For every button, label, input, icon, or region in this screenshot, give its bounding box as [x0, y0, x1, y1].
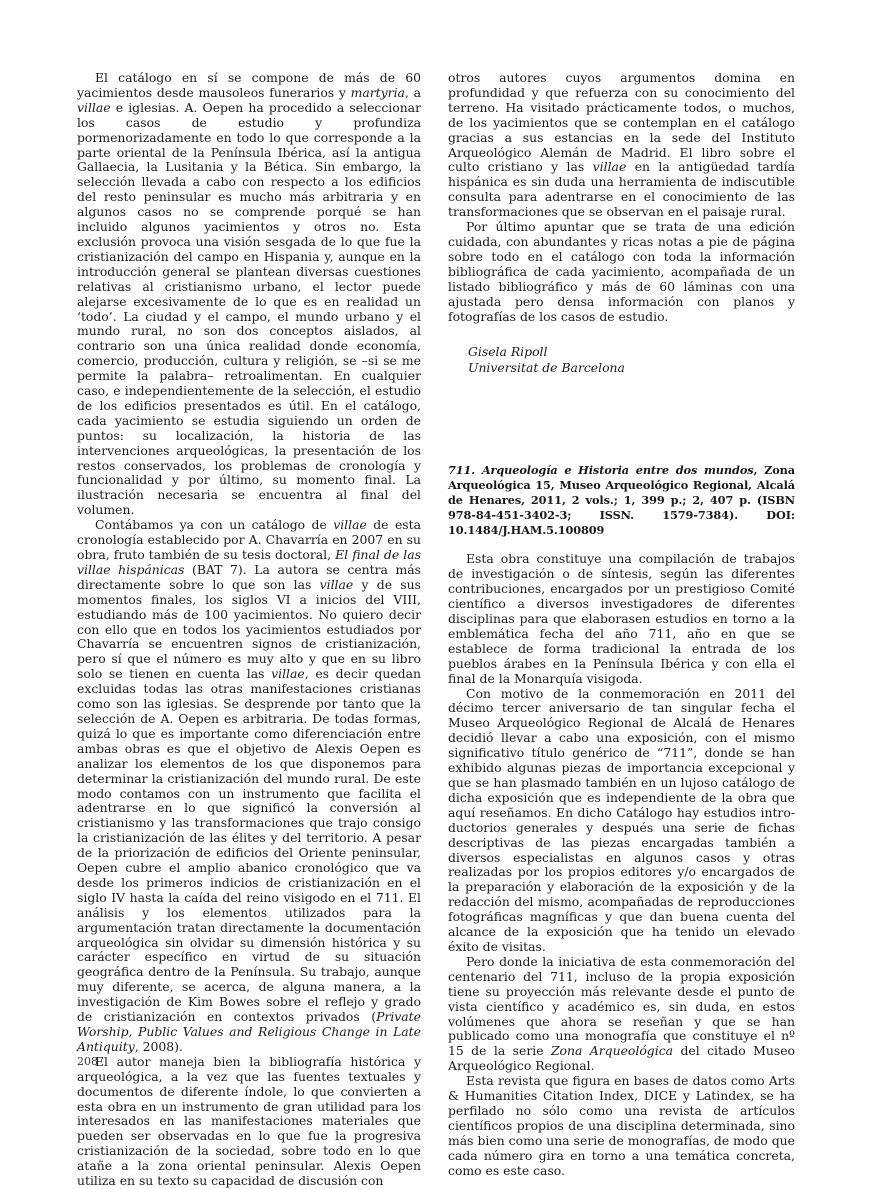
- review-publication-details: , Zona Arqueológica 15, Museo Arqueológico Regional, Alcalá de Henares, 2011, 2 vols.; 1, 399 p.; 2, 407 p. (ISBN 978-84-451-3402-3; ISSN. 1579-7384). DOI: 10.1484/J.HAM.5.100809: [448, 463, 795, 538]
- italic-text: villae: [319, 576, 354, 592]
- italic-text: villae: [592, 159, 627, 175]
- italic-text: Private Worship, Public Values and Religious Change in Late Antiquity: [77, 1009, 421, 1054]
- italic-text: El final de las villae hispánicas: [77, 547, 421, 577]
- paragraph: El catálogo en sí se compone de más de 60 yacimientos desde mausoleos funerarios y martyria, a villae e iglesias. A. Oepen ha procedido a seleccionar los casos de estudio y profundiza pormenorizadamente en todo lo que corresponde a la parte oriental de la Península Ibérica, así la antigua Gallaecia, la Lusitania y la Bética. Sin embargo, la selección llevada a cabo con respecto a los edificios del resto peninsular es mucho más arbitraria y en algunos casos no se comprende porqué se han incluido algunos yacimientos y otros no. Esta exclusión provoca una visión sesgada de lo que fue la cristianización del campo en Hispania y, aunque en la introducción general se plantean diversas cuestiones relativas al cristianismo urbano, el lector puede alejarse excesivamente de lo que es en realidad un ‘todo’. La ciudad y el campo, el mundo urbano y el mundo rural, no son dos conceptos aislados, al contrario son una única realidad donde economía, comercio, producción, cultura y religión, se –si se me permite la palabra– retroalimentan. En cualquier caso, e independientemente de la selección, el estudio de los edificios presentados es útil. En el catálogo, cada yacimiento se estudia siguiendo un orden de puntos: su localización, la historia de las intervenciones arqueológicas, la presentación de los restos conservados, los problemas de cronología y funcionalidad y por último, su momento final. La ilustración necesaria se encuentra al final del volumen.: [77, 70, 421, 518]
- review-heading: [448, 463, 795, 538]
- paragraph: El autor maneja bien la bibliografía histórica y arqueológica, a la vez que las fuentes textuales y documentos de diferente índole, lo que convierten a esta obra en un instrumento de gran utilidad para los interesados en las manifestaciones materiales que pueden ser observadas en lo que fue la progresiva cristianización de la sociedad, sobre todo en lo que atañe a la zona oriental peninsular. Alexis Oepen utiliza en su texto su capacidad de discusión con: [77, 1053, 421, 1189]
- review-title: 711. Arqueología e Historia entre dos mundos: [448, 463, 754, 478]
- paragraph: Esta obra constituye una compilación de trabajos de investigación o de síntesis, según las diferentes contribuciones, encargados por un prestigioso Comité científico a diversos investigadores de diferentes disciplinas para que elaborasen estudios en torno a la emblemática fecha del año 711, año en que se establece de forma tradicional la entrada de los pueblos árabes en la Península Ibérica y con ella el final de la Monarquía visigoda.: [448, 551, 795, 686]
- review-body: [448, 552, 795, 1178]
- italic-text: villae: [271, 666, 305, 682]
- left-column: [77, 71, 421, 1189]
- paragraph-continuation: otros autores cuyos argumentos domina en profundidad y que refuerza con su conocimiento del terreno. Ha visitado prácticamente todos, o muchos, de los yacimientos que se contemplan en el catálogo gracias a sus estancias en la sede del Instituto Arqueológico Alemán de Madrid. El libro sobre el culto cristiano y las villae en la antigüedad tardía hispánica es sin duda una herramienta de indiscutible consulta para adentrarse en el conocimiento de las transformaciones que se observan en el paisaje rural.: [448, 70, 795, 220]
- italic-text: martyria: [350, 84, 405, 100]
- italic-text: villae: [333, 517, 367, 533]
- paragraph: Esta revista que figura en bases de datos como Arts & Humanities Citation Index, DICE y Latindex, se ha perfilado no sólo como una revista de artículos científicos propios de una disciplina determinada, sino más bien como una serie de monografías, de modo que cada número gira en torno a una temática concreta, como es este caso.: [448, 1073, 795, 1178]
- paragraph: Pero donde la iniciativa de esta conmemoración del centenario del 711, incluso de la propia exposición tiene su proyección más relevante desde el punto de vista científico y académico es, sin duda, en estos volúmenes que ahora se reseñan y que se han publicado como una monografía que constituye el nº 15 de la serie Zona Arqueológica del citado Museo Arqueológico Regional.: [448, 953, 795, 1074]
- italic-text: villae: [77, 99, 111, 115]
- paragraph: Con motivo de la conmemoración en 2011 del décimo tercer aniversario de tan singular fecha el Museo Arqueológico Regional de Alcalá de Henares decidió llevar a cabo una exposición, con el mismo significativo título genérico de “711”, donde se han exhibido algunas piezas de importancia excepcional y que se han plasmado también en un lujoso catálogo de dicha exposición que es independiente de la obra que aquí reseñamos. En dicho Catálogo hay estudios introductorios generales y después una serie de fichas descriptivas de las piezas encargadas también a diversos especialistas en algunos casos y otras realizadas por los propios editores y/o encargados de la preparación y elaboración de la exposición y de la redacción del mismo, acompañadas de reproducciones fotográficas magníficas y que dan buena cuenta del alcance de la exposición que ha tenido un elevado éxito de visitas.: [448, 685, 795, 954]
- right-column: [448, 71, 795, 1178]
- author-name: Gisela Ripoll: [468, 344, 548, 360]
- paragraph: Por último apuntar que se trata de una edición cuidada, con abundantes y ricas notas a pie de página sobre todo en el catálogo con toda la información bibliográfica de cada yacimiento, acompañada de un listado bibliográfico y más de 60 láminas con una ajustada pero densa información con planos y fotografías de los casos de estudio.: [448, 219, 795, 324]
- italic-text: Zona Arqueológica: [550, 1043, 674, 1059]
- page-number: 208: [77, 1055, 98, 1068]
- paragraph: Contábamos ya con un catálogo de villae de esta cronología establecido por A. Chavarría en 2007 en su obra, fruto también de su tesis doctoral, El final de las villae hispánicas (BAT 7). La autora se centra más directamente sobre lo que son las villae y de sus momentos finales, los siglos VI a inicios del VIII, estudiando más de 100 yacimientos. No quiero decir con ello que en todos los yacimientos estudiados por Chavarría se encuentren signos de cristianización, pero sí que el número es muy alto y que en su libro solo se tienen en cuenta las villae, es decir quedan excluidas todas las otras manifestaciones cristianas como son las iglesias. Se desprende por tanto que la selección de A. Oepen es arbitraria. De todas formas, quizá lo que es importante como diferenciación entre ambas obras es que el objetivo de Alexis Oepen es analizar los elementos de los que disponemos para determinar la cristianización del mundo rural. De este modo contamos con un instrumento que facilita el adentrarse en lo que significó la conversión al cristianismo y las transformaciones que trajo consigo la cristianización de las élites y del territorio. A pesar de la priorización de edificios del Oriente peninsular, Oepen cubre el amplio abanico cronológico que va desde los primeros indicios de cristianización en el siglo IV hasta la caída del reino visigodo en el 711. El análisis y los elementos utilizados para la argumentación tratan directamente la documentación arqueológica sin olvidar su dimensión histórica y su carácter específico en virtud de su situación geográfica dentro de la Península. Su trabajo, aunque muy diferente, se acerca, de alguna manera, a la investigación de Kim Bowes sobre el reflejo y grado de cristianización en contextos privados (Private Worship, Public Values and Religious Change in Late Antiquity, 2008).: [77, 517, 422, 1054]
- author-affiliation: Universitat de Barcelona: [468, 360, 625, 376]
- author-signature: [448, 344, 795, 376]
